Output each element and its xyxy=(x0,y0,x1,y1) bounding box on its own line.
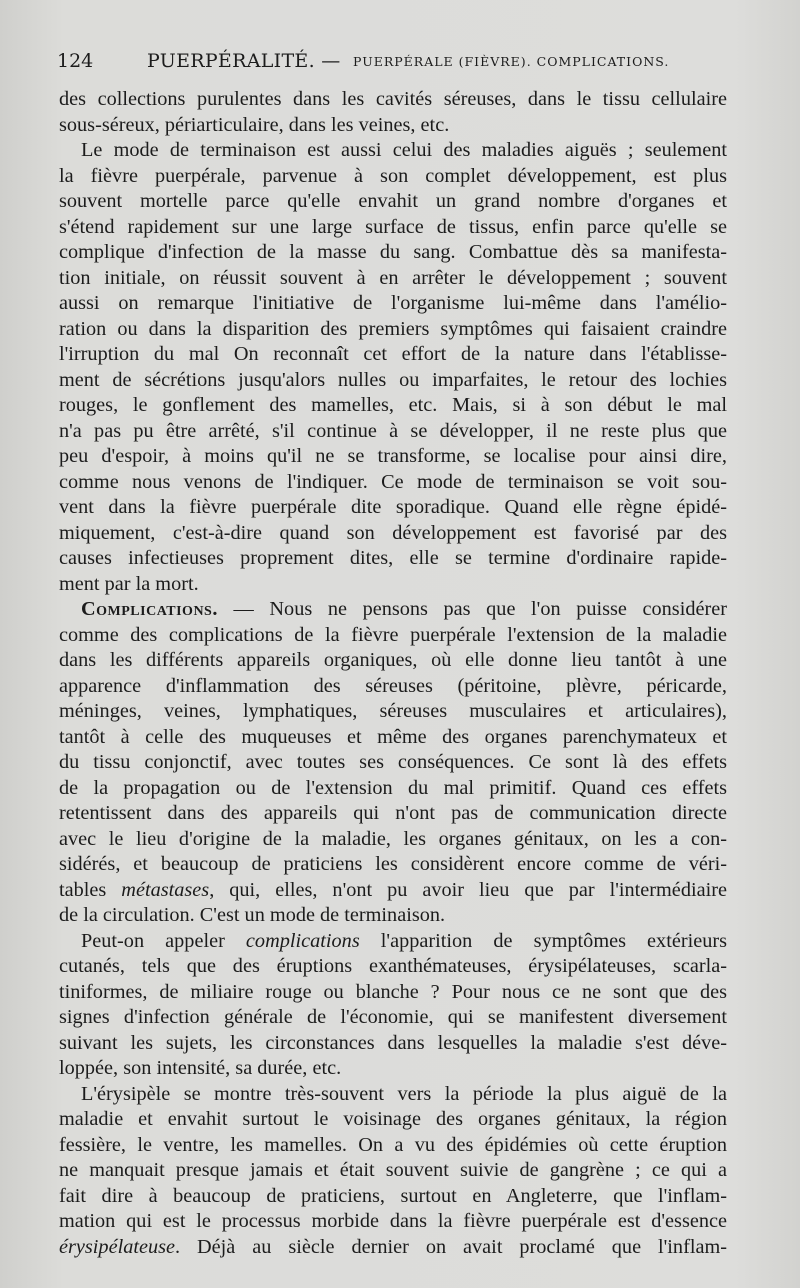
text-line: fait dire à beaucoup de praticiens, surtout en Angleterre, que l'inflam- xyxy=(59,1185,727,1207)
text-line: sidérés, et beaucoup de praticiens les considèrent encore comme de véri- xyxy=(59,853,727,875)
text-line: avec le lieu d'origine de la maladie, les organes génitaux, on les a con- xyxy=(59,828,727,850)
text-line: causes infectieuses proprement dites, elle se termine d'ordinaire rapide- xyxy=(59,547,727,569)
text-line: sous-séreux, périarticulaire, dans les veines, etc. xyxy=(59,114,450,136)
text-line: s'étend rapidement sur une large surface de tissus, enfin parce qu'elle se xyxy=(59,216,727,238)
text-line: n'a pas pu être arrêté, s'il continue à se développer, il ne reste plus que xyxy=(59,420,727,442)
text-line: maladie et envahit surtout le voisinage des organes génitaux, la région xyxy=(59,1108,727,1130)
text-line: fessière, le ventre, les mamelles. On a vu des épidémies où cette éruption xyxy=(59,1134,727,1156)
text-line: rouges, le gonflement des mamelles, etc. Mais, si à son début le mal xyxy=(59,394,727,416)
text-line: Le mode de terminaison est aussi celui des maladies aiguës ; seulement xyxy=(81,139,727,161)
text-line: L'érysipèle se montre très-souvent vers la période la plus aiguë de la xyxy=(81,1083,727,1105)
text-line xyxy=(59,877,727,903)
text-line: suivant les sujets, les circonstances dans lesquelles la maladie s'est déve- xyxy=(59,1032,727,1054)
italic-metastases: métastases xyxy=(121,879,210,901)
running-title: PUERPÉRALITÉ. — xyxy=(147,50,341,72)
text-line: cutanés, tels que des éruptions exanthémateuses, érysipélateuses, scarla- xyxy=(59,955,727,977)
text-line: tion initiale, on réussit souvent à en arrêter le développement ; souvent xyxy=(59,267,727,289)
text-line xyxy=(81,596,727,622)
text-line: comme nous venons de l'indiquer. Ce mode de terminaison se voit sou- xyxy=(59,471,727,493)
text-line: tantôt à celle des muqueuses et même des organes parenchymateux et xyxy=(59,726,727,748)
text-line: ment de sécrétions jusqu'alors nulles ou imparfaites, le retour des lochies xyxy=(59,369,727,391)
text-line: mation qui est le processus morbide dans la fièvre puerpérale est d'essence xyxy=(59,1210,727,1232)
text-line: méninges, veines, lymphatiques, séreuses musculaires et articulaires), xyxy=(59,700,727,722)
running-subtitle: PUERPÉRALE (FIÈVRE). COMPLICATIONS. xyxy=(353,54,670,69)
section-heading-complications: Complications. xyxy=(81,598,218,620)
text-line: souvent mortelle parce qu'elle envahit un grand nombre d'organes et xyxy=(59,190,727,212)
text-line xyxy=(59,1234,727,1260)
text-line: apparence d'inflammation des séreuses (péritoine, plèvre, péricarde, xyxy=(59,675,727,697)
italic-erysipelateuse: érysipélateuse xyxy=(59,1236,176,1258)
text-line: du tissu conjonctif, avec toutes ses conséquences. Ce sont là des effets xyxy=(59,751,727,773)
text-line: de la propagation ou de l'extension du mal primitif. Quand ces effets xyxy=(59,777,727,799)
italic-complications: complications xyxy=(245,930,360,952)
text-line: comme des complications de la fièvre puerpérale l'extension de la maladie xyxy=(59,624,727,646)
text-line: ment par la mort. xyxy=(59,573,199,595)
text-line: dans les différents appareils organiques, où elle donne lieu tantôt à une xyxy=(59,649,727,671)
text-segment: l'apparition de symptômes extérieurs xyxy=(380,930,728,952)
text-line: vent dans la fièvre puerpérale dite sporadique. Quand elle règne épidé- xyxy=(59,496,727,518)
text-line: tiniformes, de miliaire rouge ou blanche ? Pour nous ce ne sont que des xyxy=(59,981,727,1003)
text-line: retentissent dans des appareils qui n'ont pas de communication directe xyxy=(59,802,727,824)
text-line: l'irruption du mal On reconnaît cet effort de la nature dans l'établisse- xyxy=(59,343,727,365)
text-line: signes d'infection générale de l'économie, qui se manifestent diversement xyxy=(59,1006,727,1028)
text-line: ration ou dans la disparition des premiers symptômes qui faisaient craindre xyxy=(59,318,727,340)
text-segment: — Nous ne pensons pas que l'on puisse considérer xyxy=(233,598,727,620)
running-header xyxy=(57,46,737,76)
text-line: la fièvre puerpérale, parvenue à son complet développement, est plus xyxy=(59,165,727,187)
text-segment: tables xyxy=(59,879,107,901)
text-segment: , qui, elles, n'ont pu avoir lieu que par l'intermédiaire xyxy=(209,879,727,901)
text-line: loppée, son intensité, sa durée, etc. xyxy=(59,1057,342,1079)
text-line: complique d'infection de la masse du sang. Combattue dès sa manifesta- xyxy=(59,241,727,263)
text-line: de la circulation. C'est un mode de terminaison. xyxy=(59,904,446,926)
text-line: peu d'espoir, à moins qu'il ne se transforme, se localise pour ainsi dire, xyxy=(59,445,727,467)
page-number: 124 xyxy=(57,50,94,72)
text-line xyxy=(81,928,727,954)
text-line: des collections purulentes dans les cavités séreuses, dans le tissu cellulaire xyxy=(59,88,727,110)
text-line: aussi on remarque l'initiative de l'organisme lui-même dans l'amélio- xyxy=(59,292,727,314)
text-line: miquement, c'est-à-dire quand son développement est favorisé par des xyxy=(59,522,727,544)
text-line: ne manquait presque jamais et était souvent suivie de gangrène ; ce qui a xyxy=(59,1159,727,1181)
text-segment: . Déjà au siècle dernier on avait proclamé que l'inflam- xyxy=(175,1236,727,1258)
text-segment: Peut-on appeler xyxy=(81,930,225,952)
